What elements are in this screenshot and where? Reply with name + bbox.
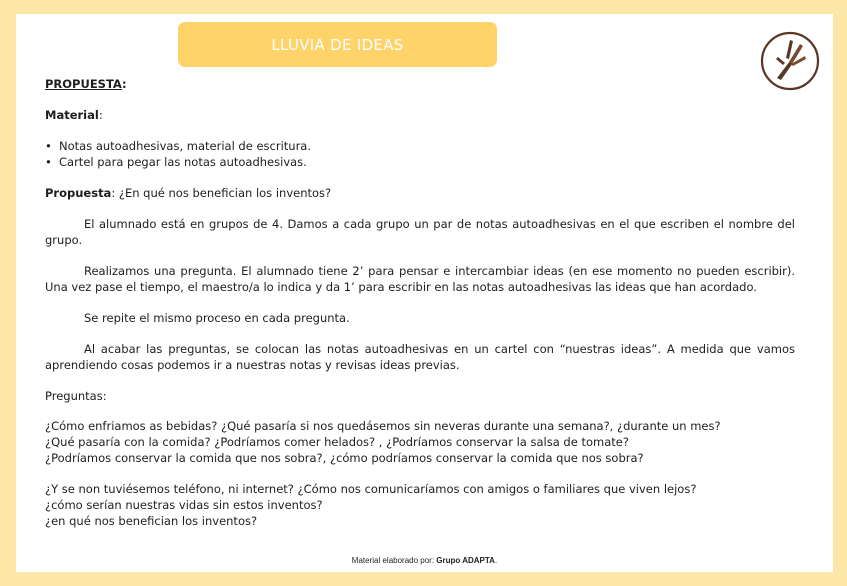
footer-prefix: Material elaborado por: bbox=[351, 556, 437, 565]
question-item: ¿Qué pasaría con la comida? ¿Podríamos comer helados? , ¿Podríamos conservar la salsa de tomate? bbox=[45, 435, 629, 449]
paragraph: Al acabar las preguntas, se colocan las notas autoadhesivas en un cartel con “nuestras ideas”. A medida que vamos aprendiendo cosas podemos ir a nuestras notas y revisas ideas previas. bbox=[45, 342, 795, 372]
question-item: ¿Podríamos conservar la comida que nos sobra?, ¿cómo podríamos conservar la comida que nos sobra? bbox=[45, 451, 644, 465]
material-label: Material bbox=[45, 108, 99, 122]
question-item: ¿Cómo enfriamos as bebidas? ¿Qué pasaría si nos quedásemos sin neveras durante una semana?, ¿durante un mes? bbox=[45, 419, 721, 433]
document-page bbox=[16, 14, 833, 572]
page-title: LLUVIA DE IDEAS bbox=[271, 35, 404, 54]
preguntas-label: Preguntas: bbox=[45, 389, 107, 403]
propuesta-colon: : bbox=[122, 77, 127, 91]
title-banner bbox=[178, 22, 497, 67]
question-text: : ¿En qué nos benefician los inventos? bbox=[111, 186, 332, 200]
paragraph: Realizamos una pregunta. El alumnado tiene 2’ para pensar e intercambiar ideas (en ese momento no pueden escribir). Una vez pase el tiempo, el maestro/a lo indica y da 1’ para escribir en las notas autoadhesivas las ideas que han acordado. bbox=[45, 264, 795, 294]
document-body bbox=[45, 74, 795, 529]
footer-author: Grupo ADAPTA bbox=[436, 556, 495, 565]
materials-list bbox=[45, 138, 795, 170]
question-item: ¿en qué nos benefician los inventos? bbox=[45, 514, 258, 528]
paragraph: El alumnado está en grupos de 4. Damos a cada grupo un par de notas autoadhesivas en el que escriben el nombre del grupo. bbox=[45, 217, 795, 247]
list-item: • Cartel para pegar las notas autoadhesivas. bbox=[59, 154, 795, 170]
question-line bbox=[45, 185, 795, 201]
paragraph: Se repite el mismo proceso en cada pregunta. bbox=[84, 311, 350, 325]
propuesta-heading-line bbox=[45, 76, 795, 92]
question-item: ¿Y se non tuviésemos teléfono, ni internet? ¿Cómo nos comunicaríamos con amigos o familiares que viven lejos? bbox=[45, 482, 697, 496]
footer-suffix: . bbox=[494, 556, 498, 565]
list-item: • Notas autoadhesivas, material de escritura. bbox=[59, 138, 795, 154]
question-label: Propuesta bbox=[45, 186, 112, 200]
question-item: ¿cómo serían nuestras vidas sin estos inventos? bbox=[45, 498, 323, 512]
questions-group-1 bbox=[45, 418, 795, 466]
footer-credit bbox=[16, 556, 833, 565]
material-colon: : bbox=[98, 108, 103, 122]
questions-group-2 bbox=[45, 481, 795, 529]
material-heading-line bbox=[45, 107, 795, 123]
propuesta-heading: PROPUESTA bbox=[45, 77, 123, 91]
